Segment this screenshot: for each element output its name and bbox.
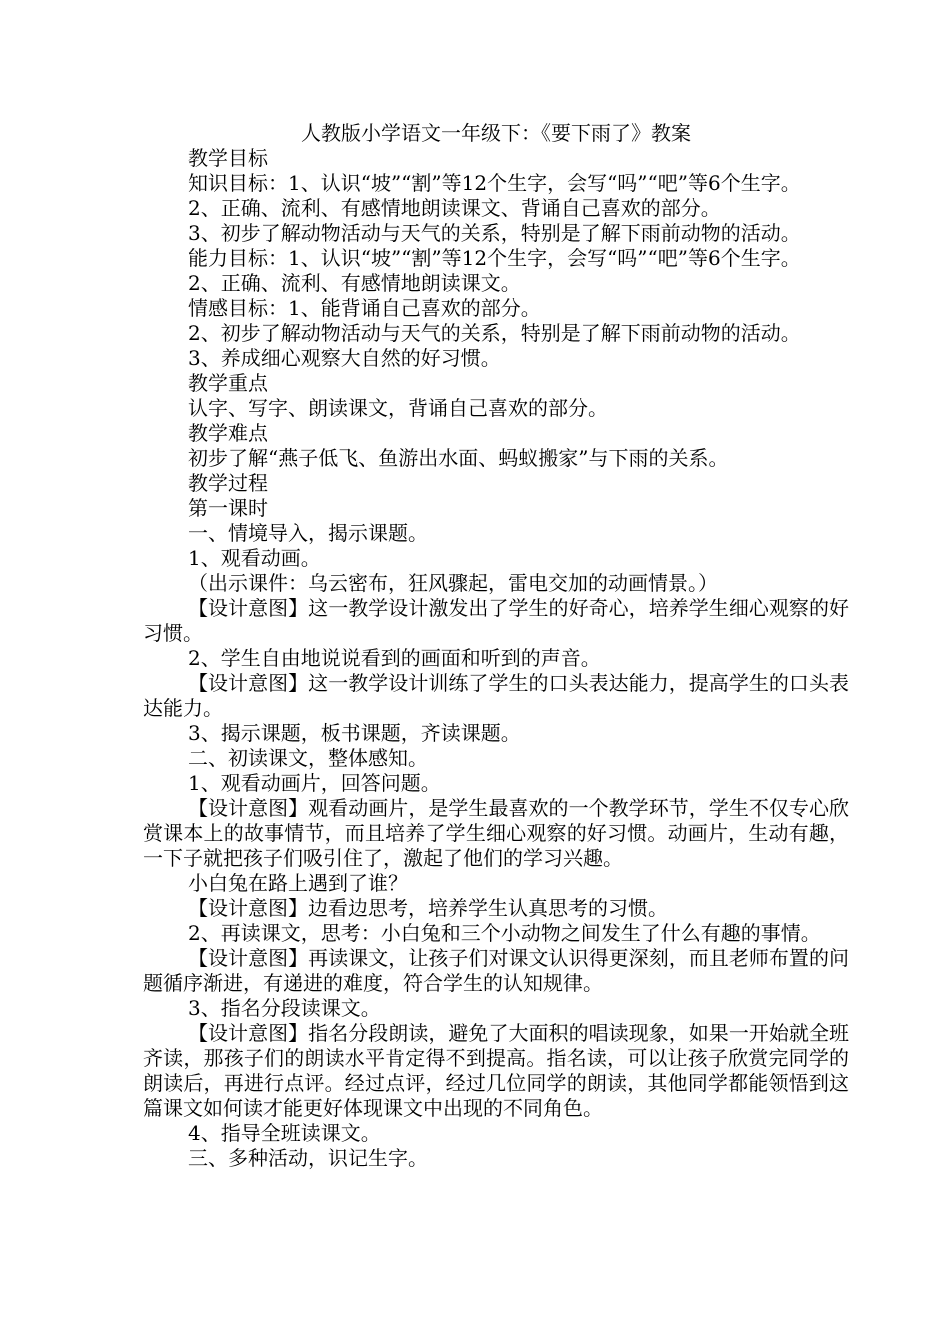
paragraph: 3、初步了解动物活动与天气的关系，特别是了解下雨前动物的活动。	[188, 221, 801, 245]
paragraph: 小白兔在路上遇到了谁？	[188, 871, 408, 895]
paragraph: 2、学生自由地说说看到的画面和听到的声音。	[188, 646, 601, 670]
paragraph: 【设计意图】这一教学设计训练了学生的口头表达能力，提高学生的口头表达能力。	[143, 671, 849, 720]
paragraph: 3、养成细心观察大自然的好习惯。	[188, 346, 501, 370]
paragraph: 教学重点	[188, 371, 268, 395]
paragraph: 3、揭示课题，板书课题，齐读课题。	[188, 721, 521, 745]
paragraph: 【设计意图】再读课文，让孩子们对课文认识得更深刻，而且老师布置的问题循序渐进，有递进的难度，符合学生的认知规律。	[143, 946, 849, 995]
paragraph: 1、观看动画片，回答问题。	[188, 771, 441, 795]
paragraph: 初步了解“燕子低飞、鱼游出水面、蚂蚁搬家”与下雨的关系。	[188, 446, 729, 470]
paragraph: 知识目标：1、认识“坡”“割”等12个生字，会写“吗”“吧”等6个生字。	[188, 171, 801, 195]
paragraph: 2、正确、流利、有感情地朗读课文。	[188, 271, 521, 295]
paragraph: 2、正确、流利、有感情地朗读课文、背诵自己喜欢的部分。	[188, 196, 721, 220]
paragraph: 情感目标：1、能背诵自己喜欢的部分。	[188, 296, 541, 320]
paragraph: 1、观看动画。	[188, 546, 321, 570]
paragraph: 教学目标	[188, 146, 268, 170]
document-body	[143, 121, 849, 1171]
paragraph: 【设计意图】观看动画片，是学生最喜欢的一个教学环节，学生不仅专心欣赏课本上的故事情节，而且培养了学生细心观察的好习惯。动画片，生动有趣，一下子就把孩子们吸引住了，激起了他们的学习兴趣。	[143, 796, 849, 870]
paragraph: 一、情境导入，揭示课题。	[188, 521, 428, 545]
paragraph: 【设计意图】这一教学设计激发出了学生的好奇心，培养学生细心观察的好习惯。	[143, 596, 849, 645]
paragraph: 【设计意图】边看边思考，培养学生认真思考的习惯。	[188, 896, 668, 920]
paragraph: 二、初读课文，整体感知。	[188, 746, 428, 770]
paragraph: 教学难点	[188, 421, 268, 445]
paragraph: 2、初步了解动物活动与天气的关系，特别是了解下雨前动物的活动。	[188, 321, 801, 345]
paragraph: 2、再读课文，思考：小白兔和三个小动物之间发生了什么有趣的事情。	[188, 921, 821, 945]
paragraph: 三、多种活动，识记生字。	[188, 1146, 428, 1170]
paragraph: （出示课件：乌云密布，狂风骤起，雷电交加的动画情景。）	[188, 571, 718, 595]
paragraph: 认字、写字、朗读课文，背诵自己喜欢的部分。	[188, 396, 608, 420]
paragraph: 【设计意图】指名分段朗读，避免了大面积的唱读现象，如果一开始就全班齐读，那孩子们的朗读水平肯定得不到提高。指名读，可以让孩子欣赏完同学的朗读后，再进行点评。经过点评，经过几位同学的朗读，其他同学都能领悟到这篇课文如何读才能更好体现课文中出现的不同角色。	[143, 1021, 849, 1120]
document-title: 人教版小学语文一年级下：《要下雨了》教案	[301, 121, 691, 145]
paragraph: 4、指导全班读课文。	[188, 1121, 381, 1145]
paragraph: 教学过程	[188, 471, 268, 495]
paragraph: 3、指名分段读课文。	[188, 996, 381, 1020]
paragraph: 能力目标：1、认识“坡”“割”等12个生字，会写“吗”“吧”等6个生字。	[188, 246, 801, 270]
paragraph: 第一课时	[188, 496, 268, 520]
document-paragraphs	[143, 146, 849, 1171]
